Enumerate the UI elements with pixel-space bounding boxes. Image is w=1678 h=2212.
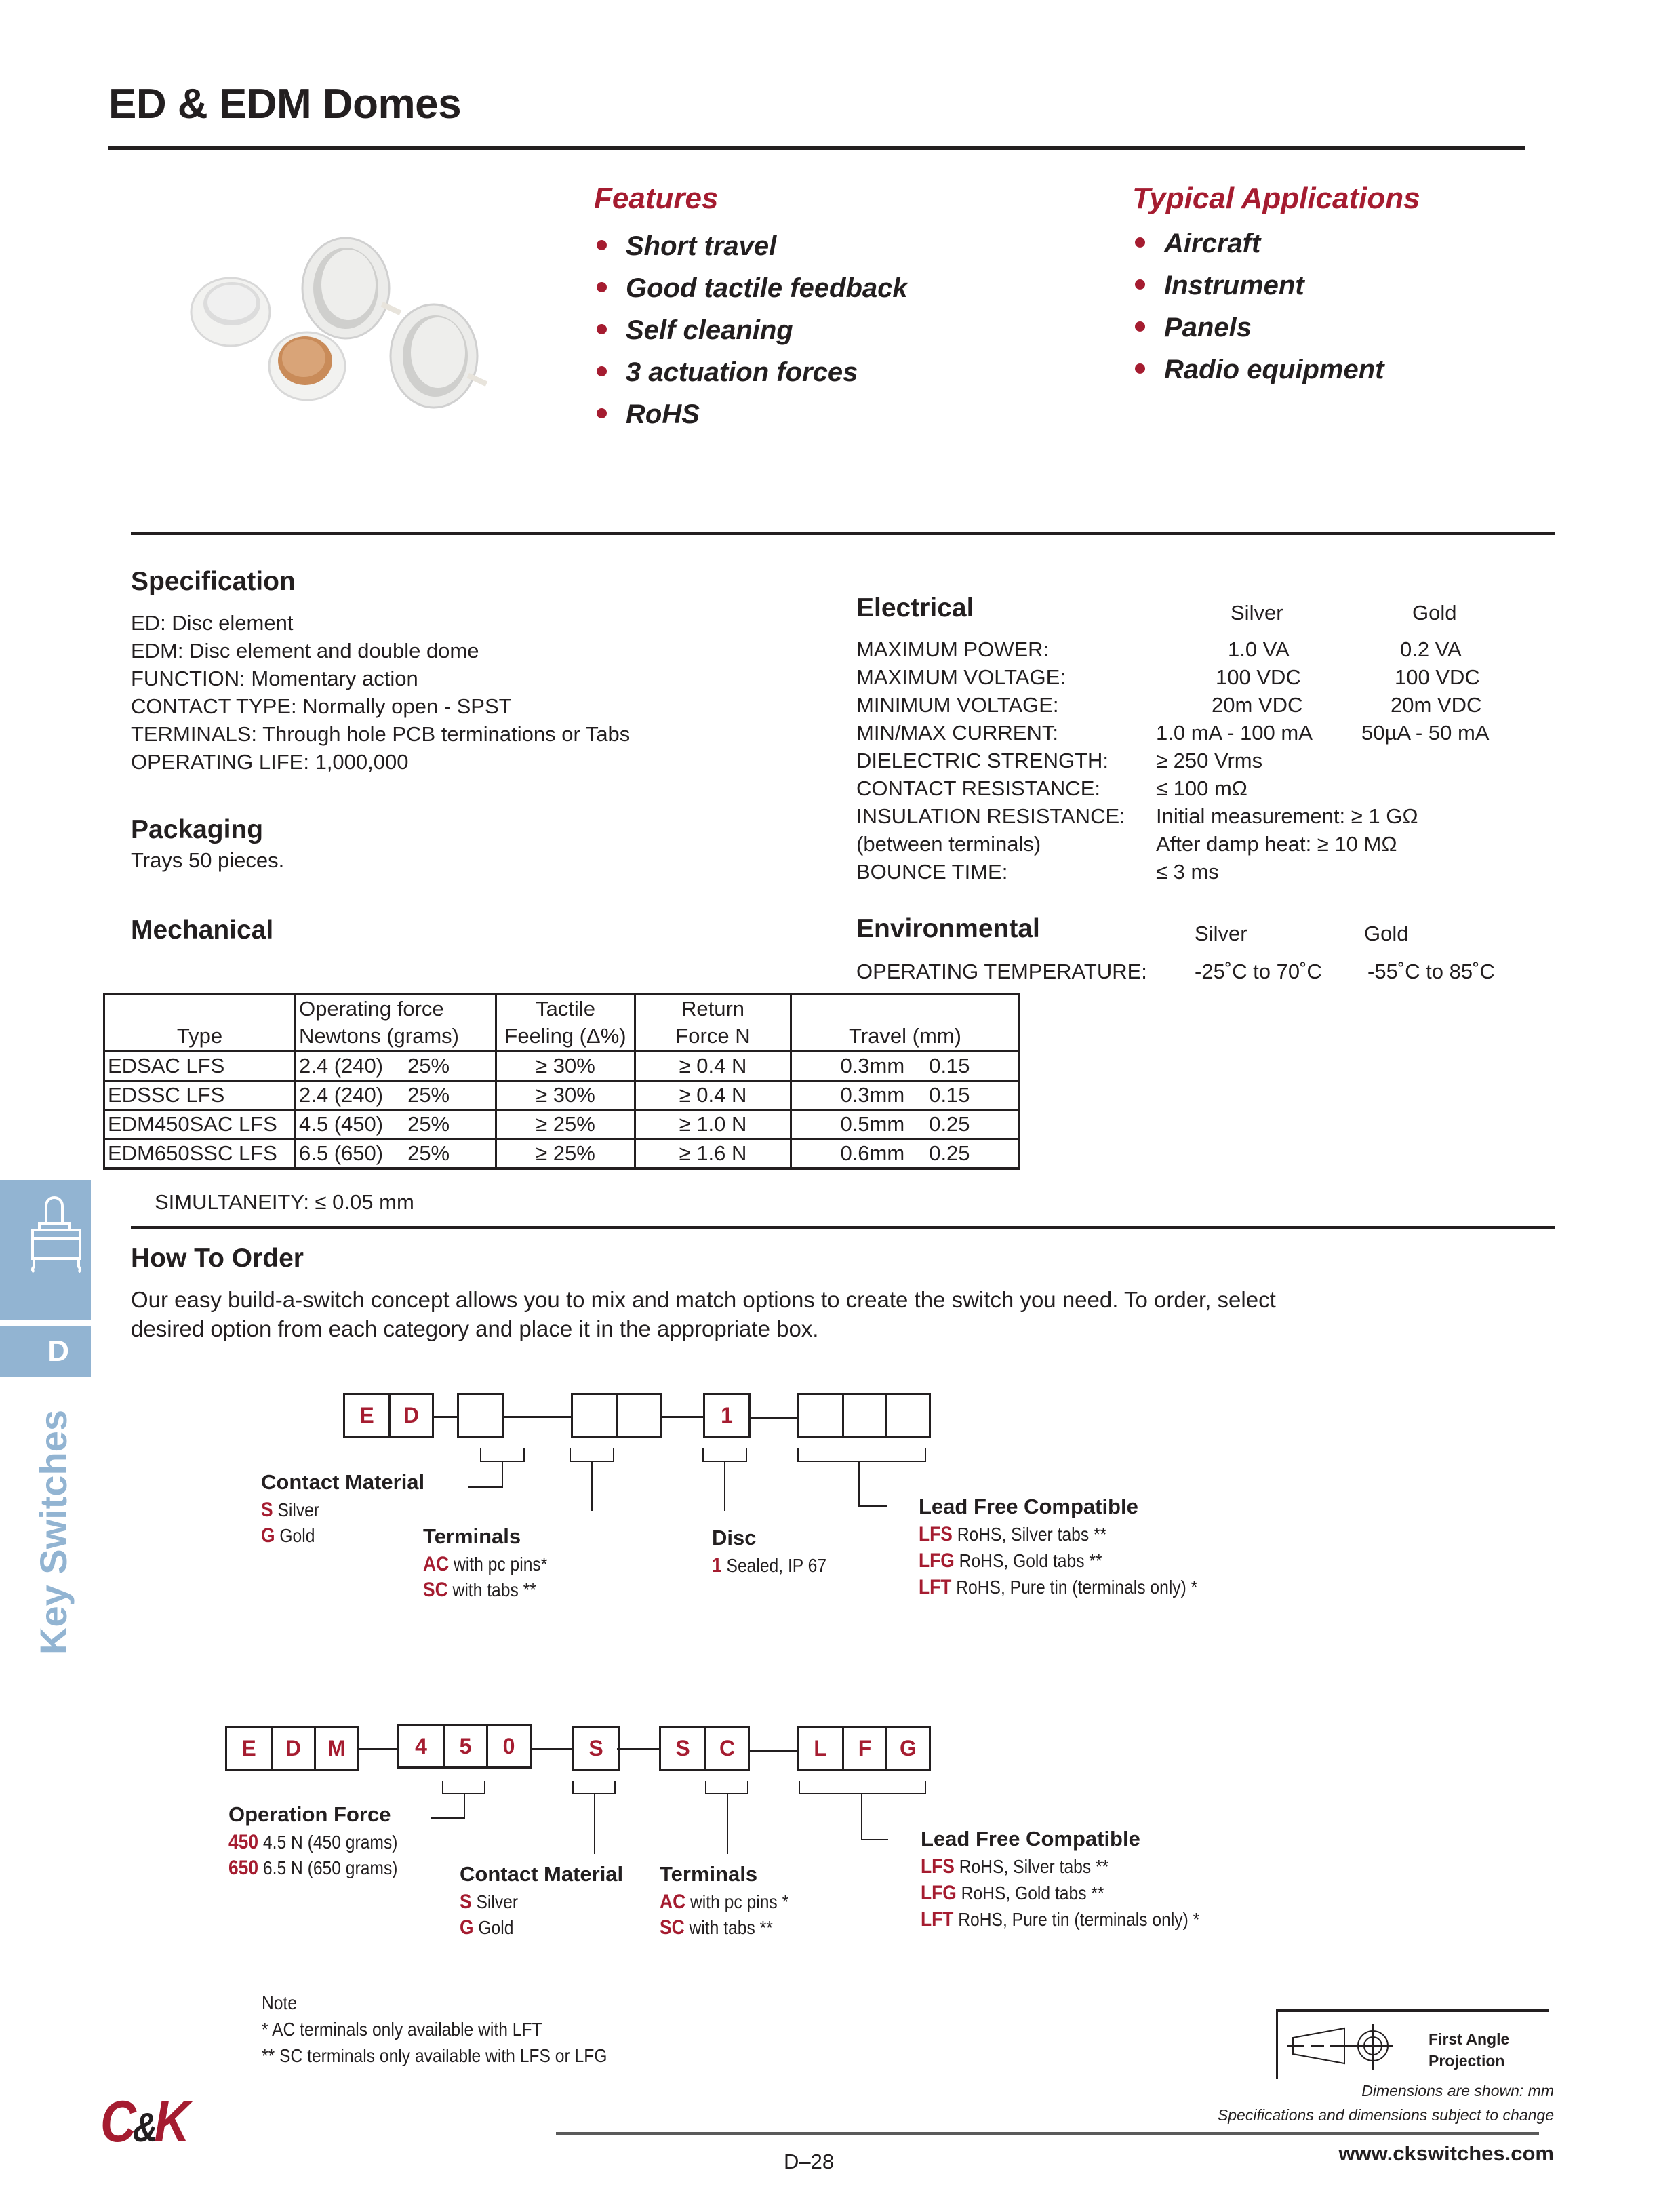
features-heading: Features [594, 182, 719, 215]
bracket [799, 1781, 926, 1794]
specification-heading: Specification [131, 567, 296, 596]
cell-tactile: ≥ 30% [496, 1081, 635, 1110]
table-row [104, 1051, 1020, 1081]
application-item: Panels [1135, 307, 1384, 349]
edm-force-option: 650 6.5 N (650 grams) [228, 1857, 398, 1879]
edm-force-title: Operation Force [228, 1802, 391, 1826]
ck-logo [100, 2089, 187, 2157]
note-line: * AC terminals only available with LFT [262, 2019, 542, 2040]
electrical-row: DIELECTRIC STRENGTH: ≥ 250 Vrms [856, 749, 1263, 772]
application-item: Radio equipment [1135, 349, 1384, 391]
leader-line [858, 1505, 887, 1507]
ed-terminals-option: SC with tabs ** [423, 1579, 536, 1601]
electrical-row: MAXIMUM VOLTAGE: 100 VDC 100 VDC [856, 665, 1480, 689]
col-type: Type [104, 994, 296, 1051]
bullet-icon [597, 324, 607, 334]
connector-line [530, 1748, 572, 1750]
edm-leadfree-box: L F G [797, 1726, 931, 1771]
ed-disc-option: 1 Sealed, IP 67 [712, 1554, 827, 1577]
electrical-row: MINIMUM VOLTAGE: 20m VDC 20m VDC [856, 693, 1482, 717]
edm-material-option: G Gold [460, 1916, 514, 1939]
spec-line: OPERATING LIFE: 1,000,000 [131, 750, 409, 774]
cell-return-force: ≥ 1.0 N [635, 1110, 791, 1139]
electrical-row: BOUNCE TIME: ≤ 3 ms [856, 860, 1219, 884]
leader-line [468, 1486, 503, 1488]
bracket [705, 1781, 748, 1794]
dome-large-silver-1 [302, 238, 401, 338]
edm-terminal-box: S C [659, 1726, 750, 1771]
simultaneity-text: SIMULTANEITY: ≤ 0.05 mm [155, 1190, 414, 1214]
leader-line [861, 1794, 862, 1840]
applications-heading: Typical Applications [1132, 182, 1420, 215]
bracket [572, 1781, 616, 1794]
electrical-row: INSULATION RESISTANCE: Initial measurement: ≥ 1 GΩ [856, 804, 1418, 828]
connector-line [502, 1416, 571, 1418]
specification-list [131, 609, 630, 776]
leader-line [464, 1794, 465, 1819]
spec-line: FUNCTION: Momentary action [131, 667, 418, 690]
title-rule [108, 146, 1525, 150]
electrical-col-silver: Silver [1231, 601, 1283, 625]
electrical-col-gold: Gold [1412, 601, 1457, 625]
ed-material-title: Contact Material [261, 1470, 425, 1494]
bracket [797, 1448, 926, 1462]
ed-leadfree-slot[interactable] [842, 1395, 885, 1436]
spec-line: CONTACT TYPE: Normally open - SPST [131, 694, 512, 718]
electrical-row: (between terminals) After damp heat: ≥ 10 MΩ [856, 832, 1397, 856]
edm-leadfree-option: LFG RoHS, Gold tabs ** [921, 1882, 1104, 1904]
connector-line [749, 1750, 797, 1752]
notes-title: Note [262, 1992, 298, 2013]
ed-leadfree-title: Lead Free Compatible [919, 1495, 1138, 1518]
logo-text: C&K [100, 2089, 187, 2154]
environmental-col-gold: Gold [1364, 922, 1409, 945]
edm-material-box: S [572, 1726, 620, 1771]
cell-operating-force: 6.5 (650) 25% [296, 1139, 496, 1169]
how-to-order-intro: Our easy build-a-switch concept allows you to mix and match options to create the switch you need. To order, select desired option from each category and place it in the appropriate box. [131, 1287, 1276, 1341]
bullet-icon [597, 366, 607, 376]
bullet-icon [1135, 321, 1145, 332]
bracket [442, 1781, 485, 1794]
application-item: Instrument [1135, 264, 1384, 307]
cell-type: EDSAC LFS [104, 1051, 296, 1081]
dome-small-gold [269, 332, 345, 400]
ed-disc-box: 1 [703, 1393, 751, 1438]
edm-leadfree-option: LFT RoHS, Pure tin (terminals only) * [921, 1908, 1200, 1931]
electrical-row: MIN/MAX CURRENT: 1.0 mA - 100 mA 50µA - 50 mA [856, 721, 1490, 745]
disclaimer: Specifications and dimensions subject to change [1217, 2106, 1554, 2124]
side-tab-icon-block [0, 1180, 91, 1320]
environmental-heading: Environmental [856, 914, 1040, 943]
feature-item: Good tactile feedback [597, 267, 908, 309]
connector-line [748, 1417, 797, 1419]
cell-return-force: ≥ 0.4 N [635, 1081, 791, 1110]
ed-leadfree-box[interactable] [797, 1393, 931, 1438]
electrical-row: CONTACT RESISTANCE: ≤ 100 mΩ [856, 776, 1247, 800]
cell-operating-force: 4.5 (450) 25% [296, 1110, 496, 1139]
bullet-icon [1135, 279, 1145, 290]
table-row [104, 1110, 1020, 1139]
cell-type: EDM650SSC LFS [104, 1139, 296, 1169]
dome-small-silver [191, 278, 270, 346]
cell-tactile: ≥ 30% [496, 1051, 635, 1081]
side-tab-letter: D [0, 1326, 91, 1377]
feature-item: 3 actuation forces [597, 351, 908, 393]
environmental-silver: -25˚C to 70˚C [1195, 960, 1322, 983]
cell-operating-force: 2.4 (240) 25% [296, 1051, 496, 1081]
ed-leadfree-option: LFG RoHS, Gold tabs ** [919, 1549, 1102, 1572]
edm-leadfree-option: LFS RoHS, Silver tabs ** [921, 1855, 1109, 1878]
edm-terminals-option: AC with pc pins * [660, 1891, 789, 1913]
col-tactile: Tactile Feeling (Δ%) [496, 994, 635, 1051]
ed-terminal-slot[interactable] [616, 1395, 660, 1436]
cell-type: EDM450SAC LFS [104, 1110, 296, 1139]
ed-material-option: S Silver [261, 1499, 320, 1521]
dimensions-note: Dimensions are shown: mm [1361, 2082, 1554, 2099]
feature-item: Short travel [597, 225, 908, 267]
how-to-order-heading: How To Order [131, 1244, 304, 1273]
cell-return-force: ≥ 0.4 N [635, 1051, 791, 1081]
website-link[interactable]: www.ckswitches.com [1338, 2141, 1554, 2165]
leader-line [502, 1462, 503, 1488]
connector-line [661, 1416, 703, 1418]
ed-terminals-title: Terminals [423, 1524, 521, 1548]
connector-line [434, 1416, 457, 1418]
packaging-heading: Packaging [131, 815, 264, 844]
spec-line: ED: Disc element [131, 611, 294, 635]
mechanical-table [103, 993, 1020, 1170]
feature-item: Self cleaning [597, 309, 908, 351]
cell-return-force: ≥ 1.6 N [635, 1139, 791, 1169]
ed-leadfree-option: LFS RoHS, Silver tabs ** [919, 1523, 1107, 1545]
connector-line [617, 1748, 659, 1750]
bracket [702, 1448, 747, 1462]
col-return: Return Force N [635, 994, 791, 1051]
electrical-section [856, 593, 1602, 884]
spec-line: EDM: Disc element and double dome [131, 639, 479, 663]
bullet-icon [1135, 237, 1145, 248]
edm-force-box: 4 5 0 [397, 1724, 532, 1769]
cell-tactile: ≥ 25% [496, 1110, 635, 1139]
notes [262, 1992, 654, 2072]
cell-operating-force: 2.4 (240) 25% [296, 1081, 496, 1110]
packaging-text: Trays 50 pieces. [131, 848, 285, 872]
ed-material-box[interactable] [457, 1393, 504, 1438]
ed-terminals-option: AC with pc pins* [423, 1553, 548, 1575]
cell-travel: 0.3mm 0.15 [791, 1051, 1020, 1081]
bracket [480, 1448, 525, 1462]
table-row [104, 1139, 1020, 1169]
edm-force-option: 450 4.5 N (450 grams) [228, 1831, 398, 1853]
table-row [104, 1081, 1020, 1110]
leader-line [724, 1462, 725, 1511]
ed-leadfree-slot[interactable] [799, 1395, 842, 1436]
applications-list [1135, 222, 1384, 391]
first-angle-projection-icon [1285, 2024, 1420, 2078]
bullet-icon [1135, 363, 1145, 374]
electrical-row: MAXIMUM POWER: 1.0 VA 0.2 VA [856, 637, 1462, 661]
product-image [176, 231, 597, 434]
side-tab-section: Key Switches [32, 1409, 75, 1655]
ed-leadfree-option: LFT RoHS, Pure tin (terminals only) * [919, 1576, 1198, 1598]
ed-terminal-box[interactable] [571, 1393, 662, 1438]
leader-line [858, 1462, 860, 1507]
leader-line [431, 1817, 465, 1819]
bullet-icon [597, 240, 607, 250]
key-switch-icon [0, 1180, 91, 1320]
edm-leadfree-title: Lead Free Compatible [921, 1827, 1140, 1851]
edm-prefix-box: E D M [225, 1726, 359, 1771]
page-title: ED & EDM Domes [108, 81, 462, 127]
connector-line [359, 1748, 397, 1750]
edm-material-option: S Silver [460, 1891, 519, 1913]
leader-line [591, 1462, 593, 1511]
edm-terminals-option: SC with tabs ** [660, 1916, 773, 1939]
environmental-label: OPERATING TEMPERATURE: [856, 960, 1147, 983]
bracket [570, 1448, 614, 1462]
section-rule [131, 1226, 1555, 1229]
ed-material-option: G Gold [261, 1524, 315, 1547]
page-number: D–28 [784, 2150, 835, 2173]
section-rule [131, 532, 1555, 535]
note-line: ** SC terminals only available with LFS or LFG [262, 2045, 607, 2066]
ed-prefix-box: E D [343, 1393, 434, 1438]
cell-travel: 0.3mm 0.15 [791, 1081, 1020, 1110]
bullet-icon [597, 282, 607, 292]
leader-line [861, 1839, 888, 1840]
electrical-heading: Electrical [856, 593, 974, 623]
projection-box [1276, 2009, 1549, 2079]
cell-travel: 0.6mm 0.25 [791, 1139, 1020, 1169]
ed-disc-title: Disc [712, 1526, 757, 1549]
col-travel: Travel (mm) [791, 994, 1020, 1051]
mechanical-heading: Mechanical [131, 915, 274, 945]
environmental-col-silver: Silver [1195, 922, 1247, 945]
ed-leadfree-slot[interactable] [885, 1395, 929, 1436]
cell-tactile: ≥ 25% [496, 1139, 635, 1169]
feature-item: RoHS [597, 393, 908, 435]
table-header-row [104, 994, 1020, 1051]
footer-rule [556, 2132, 1539, 2135]
environmental-gold: -55˚C to 85˚C [1367, 960, 1495, 983]
edm-material-title: Contact Material [460, 1862, 624, 1886]
ed-terminal-slot[interactable] [573, 1395, 616, 1436]
bullet-icon [597, 408, 607, 418]
cell-type: EDSSC LFS [104, 1081, 296, 1110]
application-item: Aircraft [1135, 222, 1384, 264]
features-list [597, 225, 908, 435]
cell-travel: 0.5mm 0.25 [791, 1110, 1020, 1139]
leader-line [594, 1794, 595, 1854]
dome-large-silver-2 [391, 304, 487, 408]
col-operating-force: Operating force Newtons (grams) [296, 994, 496, 1051]
spec-line: TERMINALS: Through hole PCB terminations or Tabs [131, 722, 631, 746]
projection-label: First Angle Projection [1429, 2030, 1510, 2070]
edm-terminals-title: Terminals [660, 1862, 758, 1886]
ed-material-slot[interactable] [459, 1395, 502, 1436]
leader-line [727, 1794, 728, 1854]
